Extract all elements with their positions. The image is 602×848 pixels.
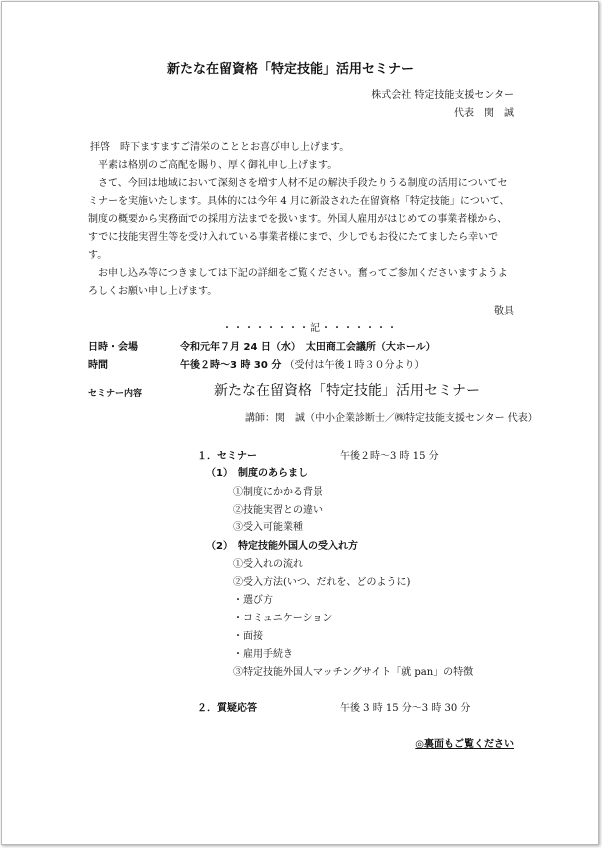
section-1-time: 午後２時～3 時 15 分 xyxy=(340,451,439,462)
date-label: 日時・会場 xyxy=(88,342,138,353)
subsection-1-title: （1） 制度のあらまし xyxy=(206,468,308,479)
subsection-2-title: （2） 特定技能外国人の受入れ方 xyxy=(206,541,358,552)
time-value xyxy=(180,360,425,372)
separator: ・・・・・・・・記・・・・・・・ xyxy=(222,323,398,334)
letter-body xyxy=(88,157,514,301)
list-item: ・選び方 xyxy=(233,595,273,606)
see-back-link[interactable]: ◎裏面もご覧ください xyxy=(415,739,514,750)
section-2-time: 午後 3 時 15 分～3 時 30 分 xyxy=(340,703,471,714)
closing: 敬具 xyxy=(494,306,514,317)
time-label: 時間 xyxy=(88,360,108,371)
section-2-title: ２．質疑応答 xyxy=(197,703,257,714)
list-item: ③特定技能外国人マッチングサイト「就 pan」の特徴 xyxy=(233,667,474,678)
date-value: 令和元年７月 24 日（水） 太田商工会議所（大ホール） xyxy=(180,342,436,353)
document-title: 新たな在留資格「特定技能」活用セミナー xyxy=(167,62,415,77)
list-item: ・雇用手続き xyxy=(233,649,293,660)
sender-representative: 代表 関 誠 xyxy=(454,108,514,119)
list-item: ①制度にかかる背景 xyxy=(233,487,323,498)
section-1-title: １．セミナー xyxy=(197,451,257,462)
list-item: ①受入れの流れ xyxy=(233,559,303,570)
paragraph-1: 平素は格別のご高配を賜り、厚く御礼申し上げます。 xyxy=(98,160,338,171)
content-title: 新たな在留資格「特定技能」活用セミナー xyxy=(214,383,480,399)
time-note: （受付は午後１時３０分より） xyxy=(284,360,425,371)
time-value-main: 午後２時～3 時 30 分 xyxy=(180,360,282,371)
list-item: ②技能実習との違い xyxy=(233,505,323,516)
sender-company: 株式会社 特定技能支援センター xyxy=(371,90,514,101)
content-label: セミナー内容 xyxy=(88,389,143,399)
list-item: ・面接 xyxy=(233,631,263,642)
list-item: ・コミュニケーション xyxy=(233,613,333,624)
greeting: 拝啓 時下ますますご清栄のこととお喜び申し上げます。 xyxy=(90,142,350,153)
paragraph-2: さて、今回は地域において深刻さを増す人材不足の解決手段たりうる制度の活用についてセミナーを実施いたします。具体的には今年 4 月に新設された在留資格「特定技能」について、制度の概要から実務面での採用方法までを扱います。外国人雇用がはじめての事業者様から、すでに技能実習生等を受け入れている事業者様にまで、少しでもお役にたてましたら幸いです。 xyxy=(88,178,510,261)
list-item: ③受入可能業種 xyxy=(233,522,303,533)
paragraph-3: お申し込み等につきましては下記の詳細をご覧ください。奮ってご参加くださいますようよろしくお願い申し上げます。 xyxy=(88,268,508,297)
lecturer: 講師：関 誠（中小企業診断士／㈱特定技能支援センター 代表） xyxy=(245,413,538,424)
list-item: ②受入方法(いつ、だれを、どのように) xyxy=(233,577,411,588)
